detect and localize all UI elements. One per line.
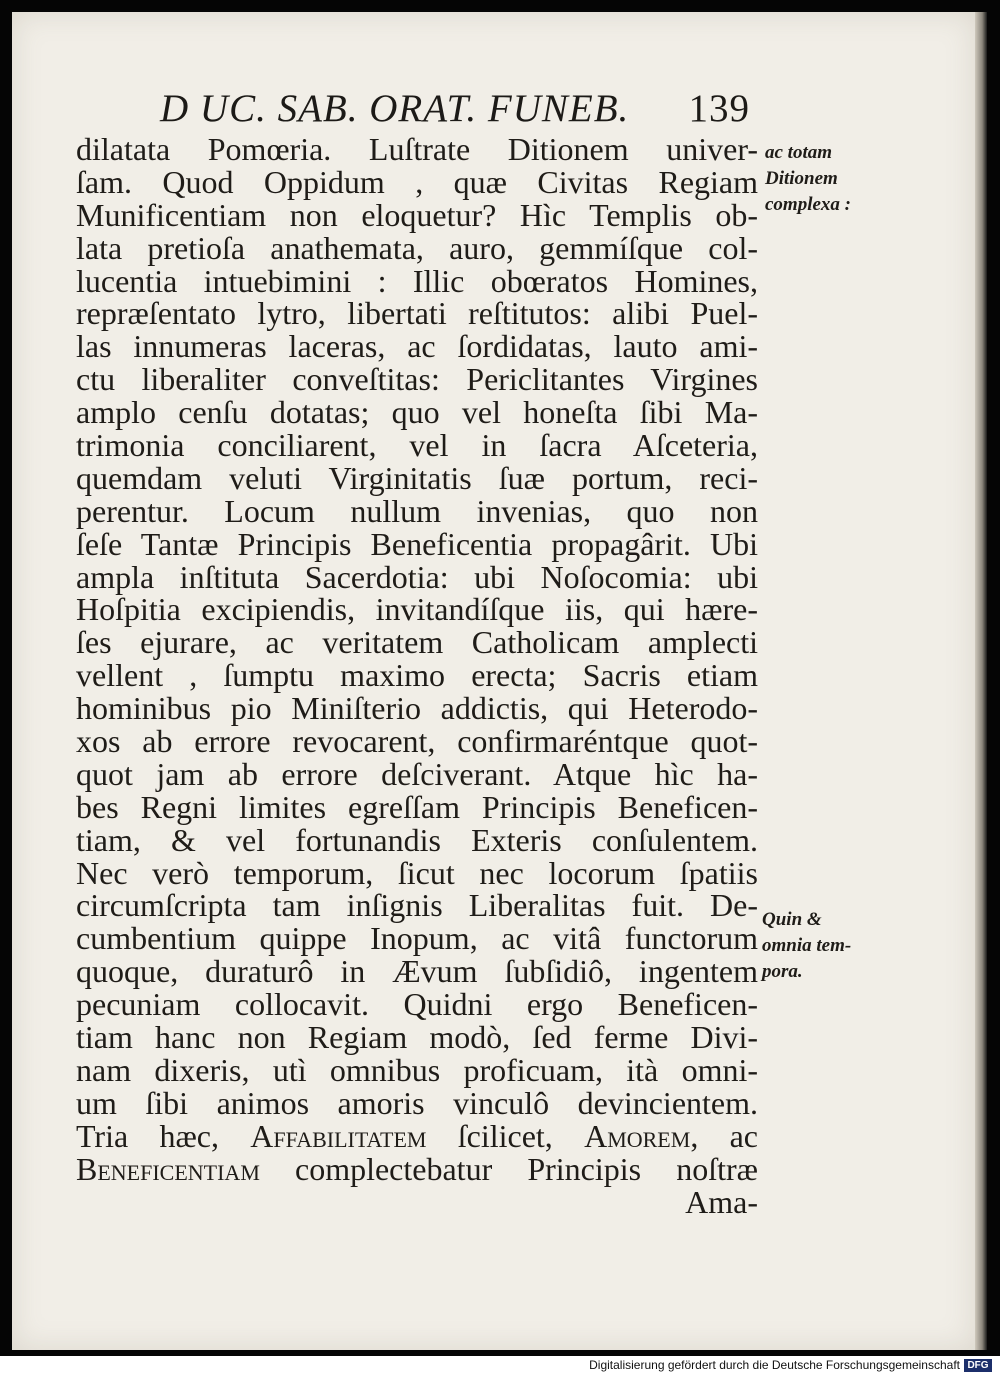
text-line: tiam hanc non Regiam modò, ſed ferme Divi- xyxy=(76,1019,758,1056)
margin-note-line: pora. xyxy=(762,961,803,982)
text-fragment: ſcilicet, xyxy=(426,1117,585,1154)
text-line xyxy=(76,1117,758,1154)
text-line: dilatata Pomœria. Luſtrate Ditionem univer- xyxy=(76,131,758,167)
margin-note xyxy=(765,140,851,218)
text-line: trimonia conciliarent, vel in ſacra Aſceteria, xyxy=(76,427,758,464)
text-line: ſam. Quod Oppidum , quæ Civitas Regiam xyxy=(76,163,758,200)
text-fragment: complectebatur Principis noſtræ xyxy=(259,1150,758,1187)
text-line: repræſentato lytro, libertati reſtitutos: alibi Puel- xyxy=(76,295,758,332)
text-line: amplo cenſu dotatas; quo vel honeſta ſibi Ma- xyxy=(76,394,758,431)
text-line: ſeſe Tantæ Principis Beneficentia propagârit. Ubi xyxy=(76,525,758,562)
small-caps-term: Beneficentiam xyxy=(76,1150,260,1187)
text-line: circumſcripta tam inſignis Liberalitas fuit. De- xyxy=(76,887,758,924)
text-line: ſes ejurare, ac veritatem Catholicam amplecti xyxy=(76,624,758,661)
text-line: quot jam ab errore deſciverant. Atque hìc ha- xyxy=(76,755,758,792)
running-head xyxy=(160,86,750,132)
text-fragment: Tria hæc, xyxy=(76,1117,251,1154)
text-line: nam dixeris, utì omnibus proficuam, ità omni- xyxy=(76,1051,758,1088)
text-line: lucentia intuebimini : Illic obœratos Homines, xyxy=(76,262,758,299)
catchword: Ama- xyxy=(685,1183,758,1220)
text-line: hominibus pio Miniſterio addictis, qui Heterodo- xyxy=(76,690,758,727)
page-number: 139 xyxy=(688,87,750,130)
text-line: Nec verò temporum, ſicut nec locorum ſpatiis xyxy=(76,854,758,891)
margin-note-line: omnia tem- xyxy=(762,935,852,956)
funding-credit: Digitalisierung gefördert durch die Deutsche Forschungsgemeinschaft xyxy=(589,1358,960,1372)
text-line: pecuniam collocavit. Quidni ergo Beneficen- xyxy=(76,986,758,1023)
text-line: ctu liberaliter conveſtitas: Periclitantes Virgines xyxy=(76,361,758,398)
text-line xyxy=(76,1150,758,1187)
text-line: quoque, duraturô in Ævum ſubſidiô, ingentem xyxy=(76,953,758,990)
margin-note-line: ac totam xyxy=(765,142,833,163)
text-line: quemdam veluti Virginitatis ſuæ portum, reci- xyxy=(76,459,758,496)
text-line: bes Regni limites egreſſam Principis Beneficen- xyxy=(76,788,758,825)
text-line: Munificentiam non eloquetur? Hìc Templis ob- xyxy=(76,196,758,233)
margin-note xyxy=(762,907,851,985)
dfg-logo: DFG xyxy=(964,1359,992,1372)
text-line: las innumeras laceras, ac ſordidatas, lauto ami- xyxy=(76,328,758,365)
text-line: um ſibi animos amoris vinculô devincientem. xyxy=(76,1084,758,1121)
text-line: tiam, & vel fortunandis Exteris conſulentem. xyxy=(76,821,758,858)
text-line: perentur. Locum nullum invenias, quo non xyxy=(76,492,758,529)
text-line: xos ab errore revocarent, confirmaréntque quot- xyxy=(76,723,758,760)
margin-note-line: Quin & xyxy=(762,909,822,930)
margin-note-line: complexa : xyxy=(765,194,852,215)
small-caps-term: Amorem xyxy=(584,1117,691,1154)
text-fragment: , ac xyxy=(690,1117,758,1154)
page-edge xyxy=(975,12,987,1350)
text-line: cumbentium quippe Inopum, ac vitâ functorum xyxy=(76,920,758,957)
footer-bar xyxy=(0,1356,1000,1376)
body-text xyxy=(76,133,758,1218)
margin-note-line: Ditionem xyxy=(765,168,838,189)
text-line: vellent , ſumptu maximo erecta; Sacris etiam xyxy=(76,657,758,694)
text-line: lata pretioſa anathemata, auro, gemmíſque col- xyxy=(76,229,758,266)
text-line: Hoſpitia excipiendis, invitandíſque iis, qui hære- xyxy=(76,591,758,628)
text-line: ampla inſtituta Sacerdotia: ubi Noſocomia: ubi xyxy=(76,558,758,595)
small-caps-term: Affabilitatem xyxy=(250,1117,427,1154)
running-title: D UC. SAB. ORAT. FUNEB. xyxy=(160,87,630,130)
